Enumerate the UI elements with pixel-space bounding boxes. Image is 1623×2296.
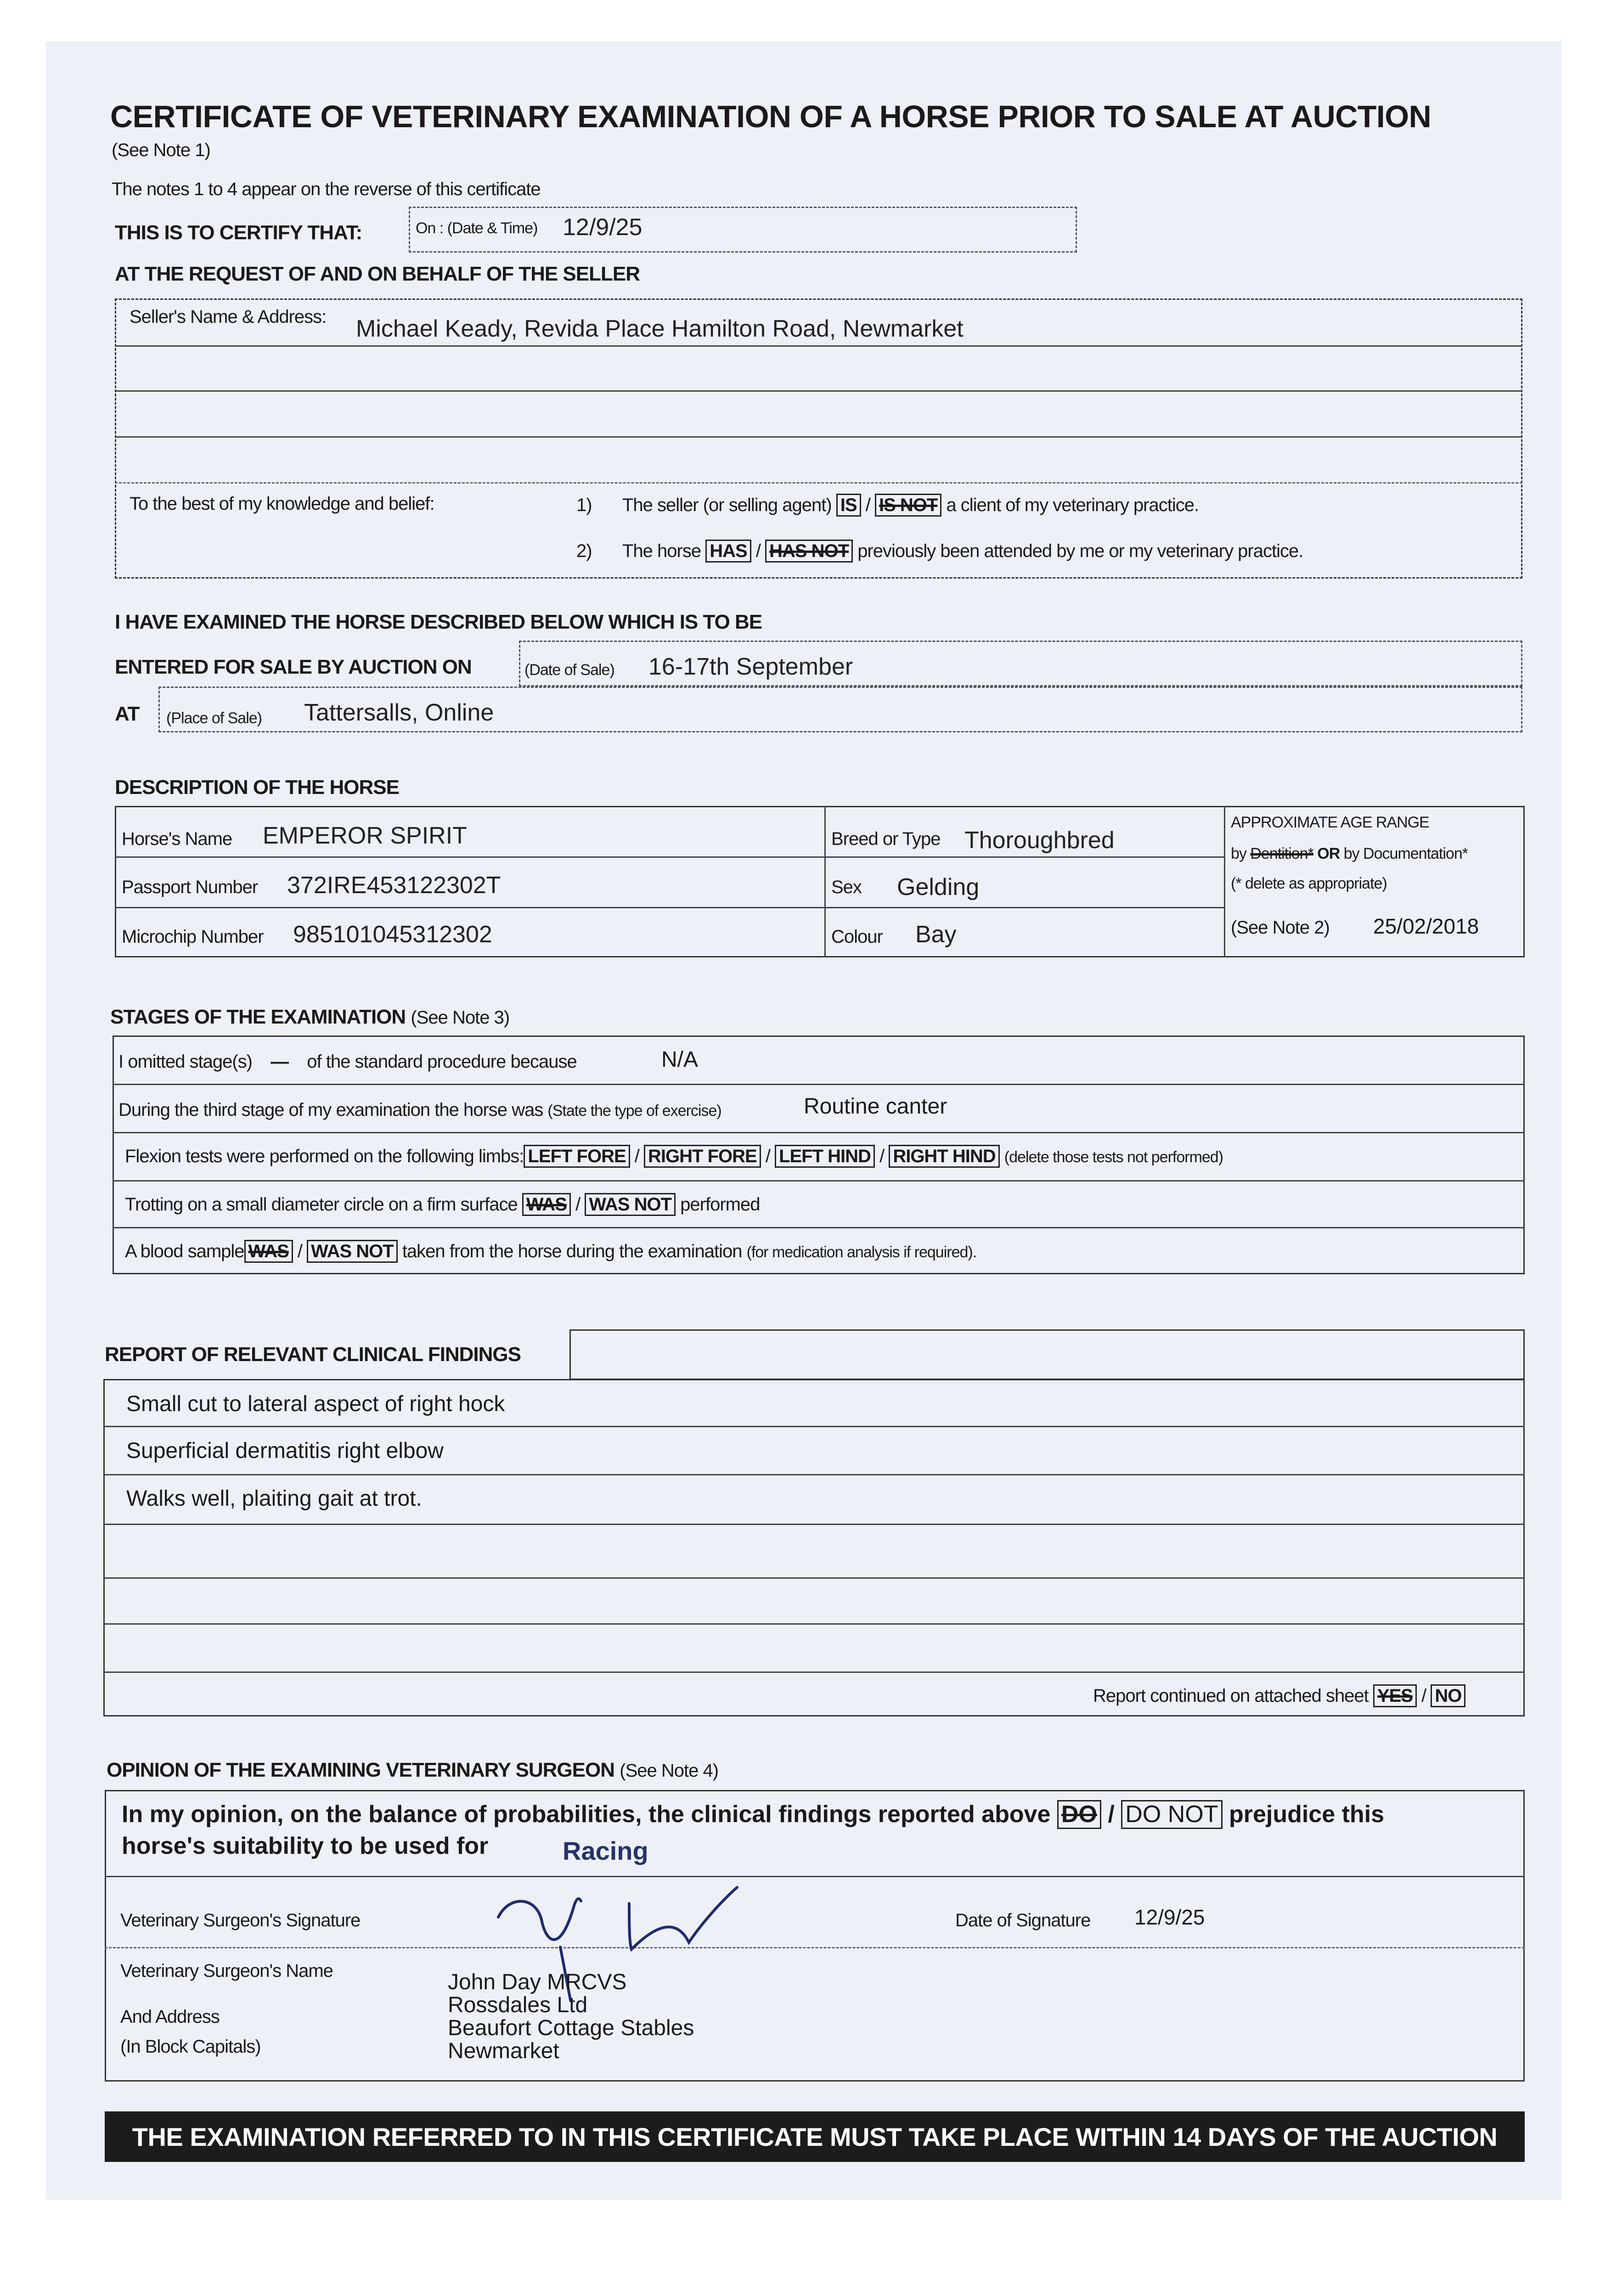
- knowledge-item1: The seller (or selling agent) IS / IS NOT a client of my veterinary practice.: [622, 494, 1199, 517]
- certificate-title: CERTIFICATE OF VETERINARY EXAMINATION OF A HORSE PRIOR TO SALE AT AUCTION: [110, 99, 1431, 134]
- passport-value[interactable]: 372IRE453122302T: [287, 872, 501, 899]
- rule: [824, 806, 826, 957]
- age-see-note: (See Note 2): [1231, 917, 1330, 938]
- opinion-do-not-option[interactable]: DO NOT: [1121, 1800, 1222, 1829]
- certify-label: THIS IS TO CERTIFY THAT:: [115, 221, 362, 244]
- rule: [115, 856, 1224, 858]
- rule: [115, 436, 1522, 438]
- trot-was-not-option[interactable]: WAS NOT: [585, 1193, 676, 1216]
- on-date-label: On : (Date & Time): [416, 219, 538, 237]
- rule: [113, 1132, 1525, 1133]
- client-is-option[interactable]: IS: [836, 494, 861, 517]
- sex-label: Sex: [831, 877, 862, 897]
- rule: [113, 1084, 1525, 1085]
- finding-line-1[interactable]: Small cut to lateral aspect of right hock: [126, 1392, 505, 1416]
- age-delete-note: (* delete as appropriate): [1231, 875, 1387, 892]
- findings-box: [103, 1379, 1525, 1716]
- breed-label: Breed or Type: [831, 829, 941, 849]
- findings-heading: REPORT OF RELEVANT CLINICAL FINDINGS: [105, 1343, 521, 1366]
- suitability-value[interactable]: Racing: [563, 1836, 648, 1865]
- place-of-sale-label: (Place of Sale): [166, 709, 262, 727]
- signature-label: Veterinary Surgeon's Signature: [120, 1910, 361, 1930]
- notes-line: The notes 1 to 4 appear on the reverse of this certificate: [112, 179, 541, 199]
- vet-name-address[interactable]: John Day MRCVS Rossdales Ltd Beaufort Cottage Stables Newmarket: [448, 1970, 694, 2063]
- colour-value[interactable]: Bay: [915, 921, 957, 948]
- age-documentation-option[interactable]: by Documentation*: [1343, 845, 1468, 862]
- date-signature-label: Date of Signature: [955, 1910, 1091, 1930]
- signature-stroke-1: [498, 1899, 581, 1940]
- at-label: AT: [115, 703, 140, 725]
- microchip-label: Microchip Number: [122, 927, 264, 947]
- trot-was-option[interactable]: WAS: [522, 1193, 571, 1216]
- examined-line1: I HAVE EXAMINED THE HORSE DESCRIBED BELOW WHICH IS TO BE: [115, 611, 762, 633]
- see-note-1: (See Note 1): [112, 140, 210, 160]
- rule: [103, 1623, 1525, 1625]
- attended-has-option[interactable]: HAS: [705, 540, 751, 563]
- blood-was-not-option[interactable]: WAS NOT: [307, 1240, 398, 1263]
- rule: [113, 1180, 1525, 1182]
- opinion-line2: horse's suitability to be used for: [122, 1833, 489, 1859]
- age-method: by Dentition* OR by Documentation*: [1231, 845, 1468, 862]
- age-dentition-option[interactable]: Dentition*: [1250, 845, 1313, 862]
- omitted-row: I omitted stage(s) — of the standard procedure because: [118, 1052, 577, 1072]
- continued-no-option[interactable]: NO: [1431, 1684, 1465, 1707]
- seller-value[interactable]: Michael Keady, Revida Place Hamilton Road, Newmarket: [356, 315, 964, 342]
- blood-was-option[interactable]: WAS: [244, 1240, 293, 1263]
- flex-left-fore-option[interactable]: LEFT FORE: [524, 1145, 630, 1168]
- horse-name-value[interactable]: EMPEROR SPIRIT: [263, 822, 467, 849]
- continued-yes-option[interactable]: YES: [1373, 1684, 1417, 1707]
- description-heading: DESCRIPTION OF THE HORSE: [115, 776, 399, 799]
- rule: [115, 345, 1522, 347]
- flex-right-fore-option[interactable]: RIGHT FORE: [644, 1145, 761, 1168]
- vet-name-label: Veterinary Surgeon's Name: [120, 1961, 333, 1981]
- attended-has-not-option[interactable]: HAS NOT: [765, 540, 853, 563]
- vet-address-label: And Address: [120, 2007, 220, 2027]
- rule: [115, 482, 1522, 484]
- date-of-sale-value[interactable]: 16-17th September: [648, 653, 853, 680]
- microchip-value[interactable]: 985101045312302: [293, 921, 492, 948]
- rule: [105, 1947, 1525, 1948]
- rule: [1224, 806, 1225, 957]
- omitted-value[interactable]: N/A: [661, 1047, 699, 1072]
- rule: [103, 1524, 1525, 1525]
- footer-banner: THE EXAMINATION REFERRED TO IN THIS CERTIFICATE MUST TAKE PLACE WITHIN 14 DAYS OF THE AUCTION: [105, 2111, 1525, 2162]
- date-signature-value[interactable]: 12/9/25: [1134, 1905, 1205, 1929]
- passport-label: Passport Number: [122, 877, 258, 897]
- continued-row: Report continued on attached sheet YES / NO: [1093, 1684, 1465, 1707]
- finding-line-3[interactable]: Walks well, plaiting gait at trot.: [126, 1486, 422, 1511]
- request-label: AT THE REQUEST OF AND ON BEHALF OF THE SELLER: [115, 263, 640, 285]
- knowledge-item1-num: 1): [576, 495, 592, 515]
- place-of-sale-value[interactable]: Tattersalls, Online: [304, 699, 494, 726]
- stages-heading: STAGES OF THE EXAMINATION (See Note 3): [110, 1006, 510, 1028]
- opinion-do-option[interactable]: DO: [1057, 1800, 1101, 1829]
- colour-label: Colour: [831, 927, 883, 947]
- client-is-not-option[interactable]: IS NOT: [875, 494, 941, 517]
- age-value[interactable]: 25/02/2018: [1373, 914, 1479, 938]
- trotting-row: Trotting on a small diameter circle on a firm surface WAS / WAS NOT performed: [125, 1193, 760, 1216]
- rule: [113, 1227, 1525, 1228]
- on-date-value[interactable]: 12/9/25: [563, 214, 642, 241]
- knowledge-label: To the best of my knowledge and belief:: [130, 494, 434, 514]
- third-stage-row: During the third stage of my examination the horse was (State the type of exercise): [118, 1100, 721, 1120]
- blood-sample-row: A blood sample WAS / WAS NOT taken from the horse during the examination (for medication analysis if required).: [125, 1240, 976, 1263]
- knowledge-item2-num: 2): [576, 541, 592, 561]
- knowledge-item2: The horse HAS / HAS NOT previously been attended by me or my veterinary practice.: [622, 540, 1303, 563]
- opinion-statement: In my opinion, on the balance of probabilities, the clinical findings reported above DO / DO NOT prejudice this: [122, 1800, 1384, 1829]
- flex-left-hind-option[interactable]: LEFT HIND: [775, 1145, 875, 1168]
- third-stage-value[interactable]: Routine canter: [804, 1094, 947, 1119]
- rule: [103, 1474, 1525, 1475]
- findings-header-cell: [569, 1329, 1525, 1380]
- horse-name-label: Horse's Name: [122, 829, 232, 849]
- sex-value[interactable]: Gelding: [897, 874, 980, 900]
- rule: [103, 1671, 1525, 1673]
- flexion-row: Flexion tests were performed on the following limbs: LEFT FORE / RIGHT FORE / LEFT HIND / RIGHT HIND (delete those tests not performed): [125, 1145, 1223, 1168]
- flex-right-hind-option[interactable]: RIGHT HIND: [889, 1145, 999, 1168]
- signature-stroke-3: [629, 1887, 737, 1949]
- rule: [103, 1577, 1525, 1579]
- age-heading: APPROXIMATE AGE RANGE: [1231, 814, 1429, 831]
- examined-line2: ENTERED FOR SALE BY AUCTION ON: [115, 656, 472, 678]
- seller-label: Seller's Name & Address:: [130, 307, 327, 327]
- rule: [115, 907, 1224, 908]
- breed-value[interactable]: Thoroughbred: [964, 827, 1115, 854]
- rule: [105, 1876, 1525, 1877]
- rule: [115, 390, 1522, 392]
- rule: [103, 1426, 1525, 1427]
- date-of-sale-label: (Date of Sale): [524, 661, 614, 679]
- finding-line-2[interactable]: Superficial dermatitis right elbow: [126, 1439, 444, 1463]
- opinion-heading: OPINION OF THE EXAMINING VETERINARY SURGEON (See Note 4): [107, 1759, 719, 1781]
- block-capitals-label: (In Block Capitals): [120, 2037, 261, 2057]
